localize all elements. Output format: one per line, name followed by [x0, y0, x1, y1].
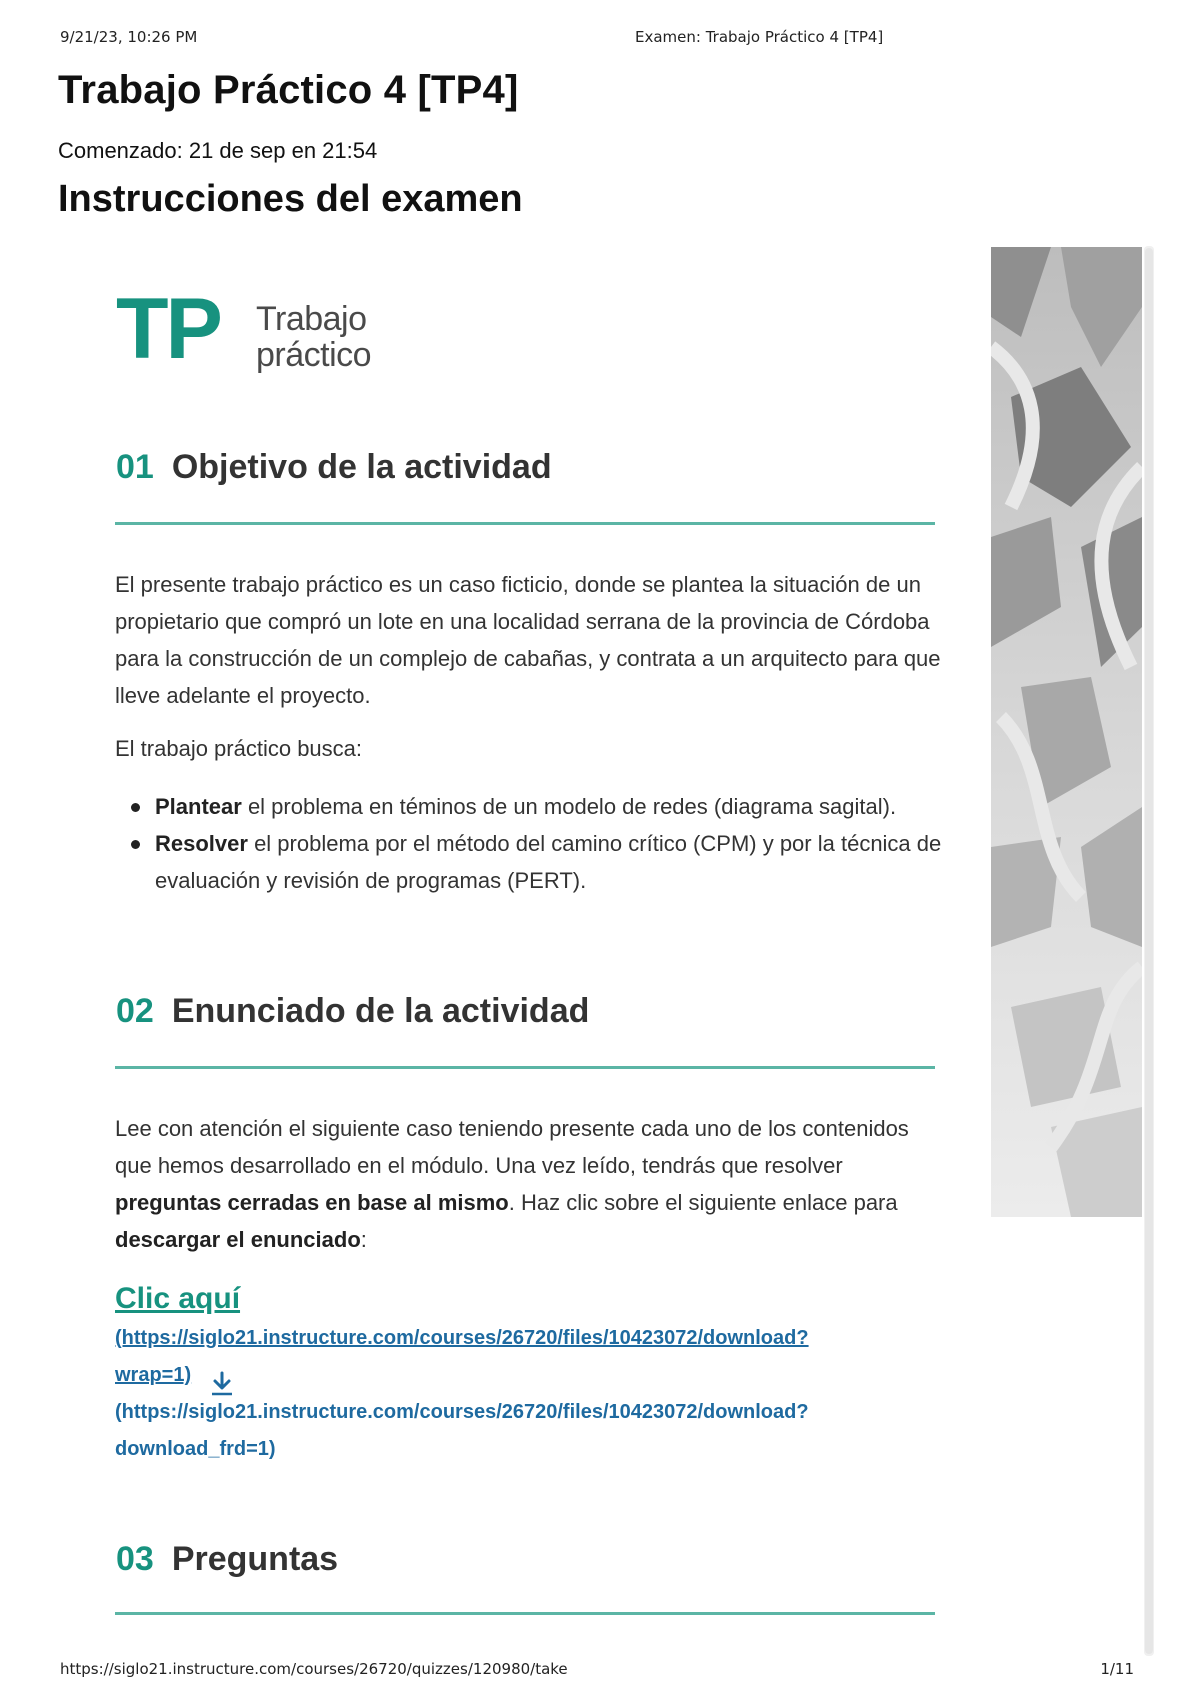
concrete-architecture-image — [991, 247, 1142, 1217]
download-link-continued[interactable]: download_frd=1) — [115, 1438, 276, 1460]
instructions-heading: Instrucciones del examen — [58, 178, 523, 220]
section-divider — [115, 1066, 935, 1069]
tp-logo-word1: Trabajo — [256, 300, 367, 338]
preview-link[interactable]: (https://siglo21.instructure.com/courses/26720/files/10423072/download? — [115, 1327, 809, 1349]
statement-text: : — [360, 1227, 367, 1252]
bullet-bold: Plantear — [155, 794, 242, 819]
download-icon[interactable] — [210, 1370, 234, 1396]
objective-list — [115, 788, 985, 899]
section-number: 01 — [116, 448, 154, 486]
section-divider — [115, 522, 935, 525]
section-title: Objetivo de la actividad — [171, 448, 552, 486]
bullet-bold: Resolver — [155, 831, 248, 856]
objective-intro: El trabajo práctico busca: — [115, 736, 363, 761]
section-number: 03 — [116, 1540, 154, 1578]
scrollbar-thumb[interactable] — [1145, 248, 1153, 1654]
download-link[interactable]: (https://siglo21.instructure.com/courses/26720/files/10423072/download? — [115, 1401, 809, 1423]
page-title: Trabajo Práctico 4 [TP4] — [58, 68, 519, 112]
section-divider — [115, 1612, 935, 1615]
section-01-heading — [116, 448, 552, 487]
section-02-heading — [116, 992, 589, 1031]
print-header — [60, 28, 1140, 50]
bullet-text: el problema por el método del camino crítico (CPM) y por la técnica de evaluación y revisión de programas (PERT). — [155, 831, 942, 893]
print-doc-title: Examen: Trabajo Práctico 4 [TP4] — [635, 28, 884, 46]
tp-logo-letters: TP — [116, 281, 220, 377]
statement-bold: descargar el enunciado — [115, 1227, 361, 1252]
statement-text: Lee con atención el siguiente caso teniendo presente cada uno de los contenidos que hemos desarrollado en el módulo. Una vez leído, tendrás que resolver — [115, 1116, 909, 1178]
section-number: 02 — [116, 992, 154, 1030]
list-item — [155, 788, 985, 825]
started-timestamp: Comenzado: 21 de sep en 21:54 — [58, 138, 378, 163]
print-url: https://siglo21.instructure.com/courses/26720/quizzes/120980/take — [60, 1660, 568, 1678]
tp-logo-word2: práctico — [256, 336, 372, 374]
scrollbar[interactable] — [1144, 246, 1154, 1656]
print-datetime: 9/21/23, 10:26 PM — [60, 28, 198, 46]
preview-link-continued[interactable]: wrap=1) — [115, 1364, 192, 1386]
list-item — [155, 825, 985, 899]
statement-paragraph — [115, 1110, 945, 1258]
objective-paragraph: El presente trabajo práctico es un caso ficticio, donde se plantea la situación de un propietario que compró un lote en una localidad serrana de la provincia de Córdoba para la construcción de un complejo de cabañas, y contrata a un arquitecto para que lleve adelante el proyecto. — [115, 572, 941, 708]
section-title: Preguntas — [171, 1540, 339, 1578]
download-statement-link[interactable]: Clic aquí — [115, 1282, 241, 1315]
statement-text: . Haz clic sobre el siguiente enlace para — [508, 1190, 898, 1215]
print-footer — [60, 1660, 1140, 1682]
section-03-heading — [116, 1540, 338, 1579]
section-title: Enunciado de la actividad — [171, 992, 590, 1030]
statement-bold: preguntas cerradas en base al mismo — [115, 1190, 509, 1215]
bullet-text: el problema en téminos de un modelo de redes (diagrama sagital). — [241, 794, 897, 819]
print-page-number: 1/11 — [1100, 1660, 1134, 1678]
